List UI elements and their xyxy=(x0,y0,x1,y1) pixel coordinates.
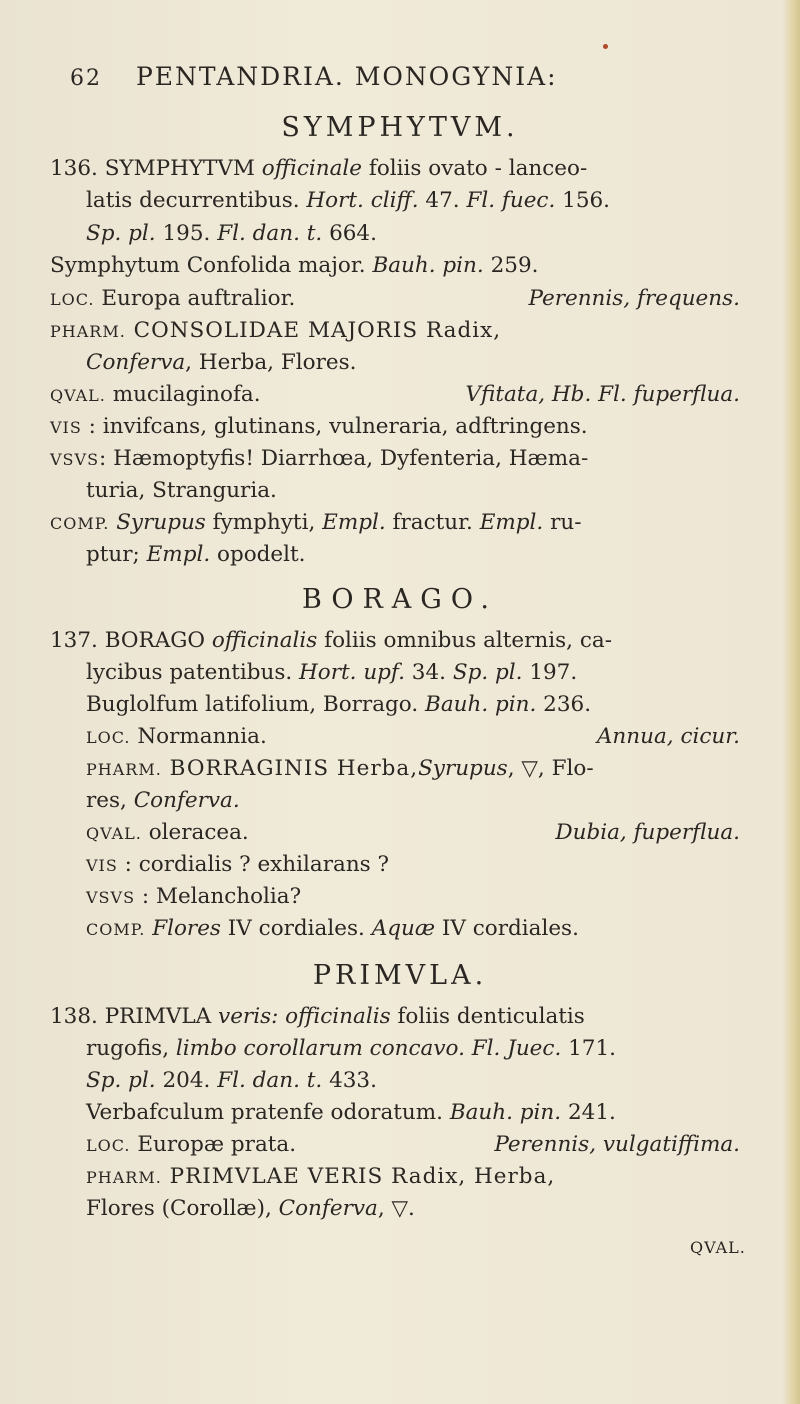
entry-line: VSVS : Melancholia? xyxy=(86,884,302,909)
entry-line: latis decurrentibus. Hort. cliff. 47. Fl. fuec. 156. xyxy=(86,188,611,213)
entry-line: Verbafculum pratenfe odoratum. Bauh. pin. 241. xyxy=(86,1100,616,1125)
entry-line: VIS : cordialis ? exhilarans ? xyxy=(86,852,390,877)
entry-line: res, Conferva. xyxy=(86,788,240,813)
entry-line: PHARM. CONSOLIDAE MAJORIS Radix, xyxy=(50,318,502,343)
entry-line: PHARM. PRIMVLAE VERIS Radix, Herba, xyxy=(86,1164,556,1189)
entry-line: Flores (Corollæ), Conferva, ▽. xyxy=(86,1196,415,1221)
page-edge-stain xyxy=(782,0,800,1404)
page-number: 62 xyxy=(70,66,102,91)
entry-line: Symphytum Confolida major. Bauh. pin. 259. xyxy=(50,253,539,278)
entry-line: Conferva, Herba, Flores. xyxy=(86,350,357,375)
entry-line: Sp. pl. 195. Fl. dan. t. 664. xyxy=(86,221,377,246)
entry-line: lycibus patentibus. Hort. upf. 34. Sp. pl. 197. xyxy=(86,660,578,685)
genus-heading-primula: PRIMVLA. xyxy=(312,960,488,991)
genus-heading-borago: BORAGO. xyxy=(301,584,498,615)
catchword: QVAL. xyxy=(690,1238,746,1257)
entry-line: 136. SYMPHYTVM officinale foliis ovato - lanceo- xyxy=(50,156,588,181)
entry-line: Buglolfum latifolium, Borrago. Bauh. pin. 236. xyxy=(86,692,592,717)
ink-spot xyxy=(603,44,608,49)
entry-line: ptur; Empl. opodelt. xyxy=(86,542,306,567)
entry-line: rugofis, limbo corollarum concavo. Fl. Juec. 171. xyxy=(86,1036,616,1061)
entry-line: LOC. Normannia. Annua, cicur. xyxy=(86,724,740,749)
entry-line: VSVS: Hæmoptyfis! Diarrhœa, Dyfenteria, Hæma- xyxy=(50,446,589,471)
running-head xyxy=(70,62,770,91)
section-title: PENTANDRIA. MONOGYNIA: xyxy=(135,62,558,91)
entry-line: COMP. Flores IV cordiales. Aquæ IV cordiales. xyxy=(86,916,579,941)
entry-line: 138. PRIMVLA veris: officinalis foliis denticulatis xyxy=(50,1004,585,1029)
entry-line: Sp. pl. 204. Fl. dan. t. 433. xyxy=(86,1068,377,1093)
entry-line: COMP. Syrupus fymphyti, Empl. fractur. Empl. ru- xyxy=(50,510,582,535)
entry-line: LOC. Europæ prata. Perennis, vulgatiffima. xyxy=(86,1132,740,1157)
entry-line: PHARM. BORRAGINIS Herba,Syrupus, ▽, Flo- xyxy=(86,756,594,781)
entry-line: LOC. Europa auftralior. Perennis, frequens. xyxy=(50,286,740,311)
entry-line: turia, Stranguria. xyxy=(86,478,277,503)
entry-line: 137. BORAGO officinalis foliis omnibus alternis, ca- xyxy=(50,628,612,653)
entry-line: QVAL. oleracea. Dubia, fuperflua. xyxy=(86,820,740,845)
entry-line: QVAL. mucilaginofa. Vfitata, Hb. Fl. fuperflua. xyxy=(50,382,740,407)
genus-heading-symphytum: SYMPHYTVM. xyxy=(281,112,519,143)
entry-line: VIS : invifcans, glutinans, vulneraria, adftringens. xyxy=(50,414,588,439)
